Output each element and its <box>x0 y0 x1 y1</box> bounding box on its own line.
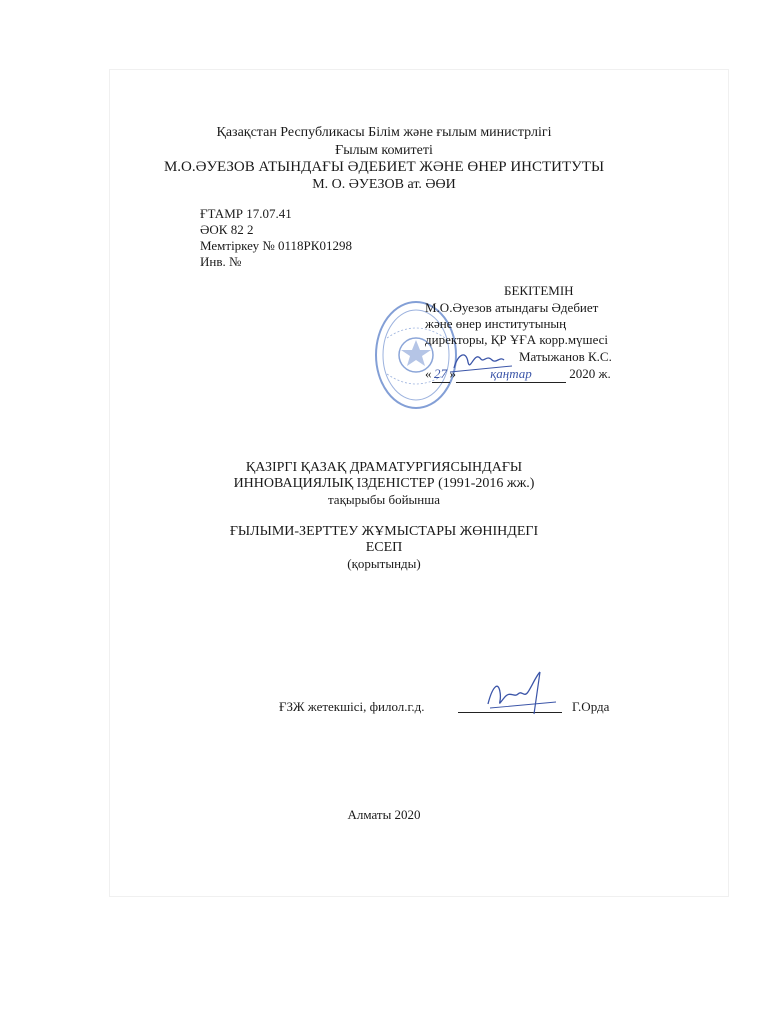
date-year: 2020 ж. <box>569 366 611 381</box>
institute-short-name: М. О. ӘУЕЗОВ ат. ӘӨИ <box>312 177 456 192</box>
author-signature <box>478 668 568 718</box>
udk-code: ӘОК 82 2 <box>200 222 254 237</box>
approval-signer: Матыжанов К.С. <box>519 349 612 364</box>
institute-name: М.О.ӘУЕЗОВ АТЫНДАҒЫ ӘДЕБИЕТ ЖӘНЕ ӨНЕР ИНСТИТУТЫ <box>163 159 605 175</box>
approval-line-2: және өнер институтының <box>425 316 567 331</box>
gtamp-code: ҒТАМР 17.07.41 <box>200 206 292 221</box>
place-year: Алматы 2020 <box>347 807 421 822</box>
inventory-number: Инв. № <box>200 254 242 269</box>
approval-heading: БЕКІТЕМІН <box>504 283 574 298</box>
date-close-quote: » <box>449 366 456 381</box>
approval-line-3: директоры, ҚР ҰҒА корр.мүшесі <box>425 332 609 347</box>
author-name: Г.Орда <box>572 699 610 714</box>
topic-line-1: ҚАЗІРГІ ҚАЗАҚ ДРАМАТУРГИЯСЫНДАҒЫ <box>245 460 523 475</box>
date-open-quote: « <box>425 366 432 381</box>
date-day: 27 <box>432 366 450 383</box>
topic-line-3: тақырыбы бойынша <box>327 492 441 507</box>
registration-number: Мемтіркеу № 0118РК01298 <box>200 238 352 253</box>
author-role: ҒЗЖ жетекшісі, филол.г.д. <box>279 699 425 714</box>
committee-line: Ғылым комитеті <box>335 143 433 158</box>
report-title-line-2: ЕСЕП <box>365 540 403 555</box>
report-title-line-1: ҒЫЛЫМИ-ЗЕРТТЕУ ЖҰМЫСТАРЫ ЖӨНІНДЕГІ <box>229 524 539 539</box>
director-signature <box>424 340 534 384</box>
topic-line-2: ИННОВАЦИЯЛЫҚ ІЗДЕНІСТЕР (1991-2016 жж.) <box>233 476 535 491</box>
approval-line-1: М.О.Әуезов атындағы Әдебиет <box>425 300 599 315</box>
report-title-line-3: (қорытынды) <box>347 556 421 571</box>
date-month: қаңтар <box>456 366 566 383</box>
ministry-line: Қазақстан Республикасы Білім және ғылым министрлігі <box>216 125 552 140</box>
